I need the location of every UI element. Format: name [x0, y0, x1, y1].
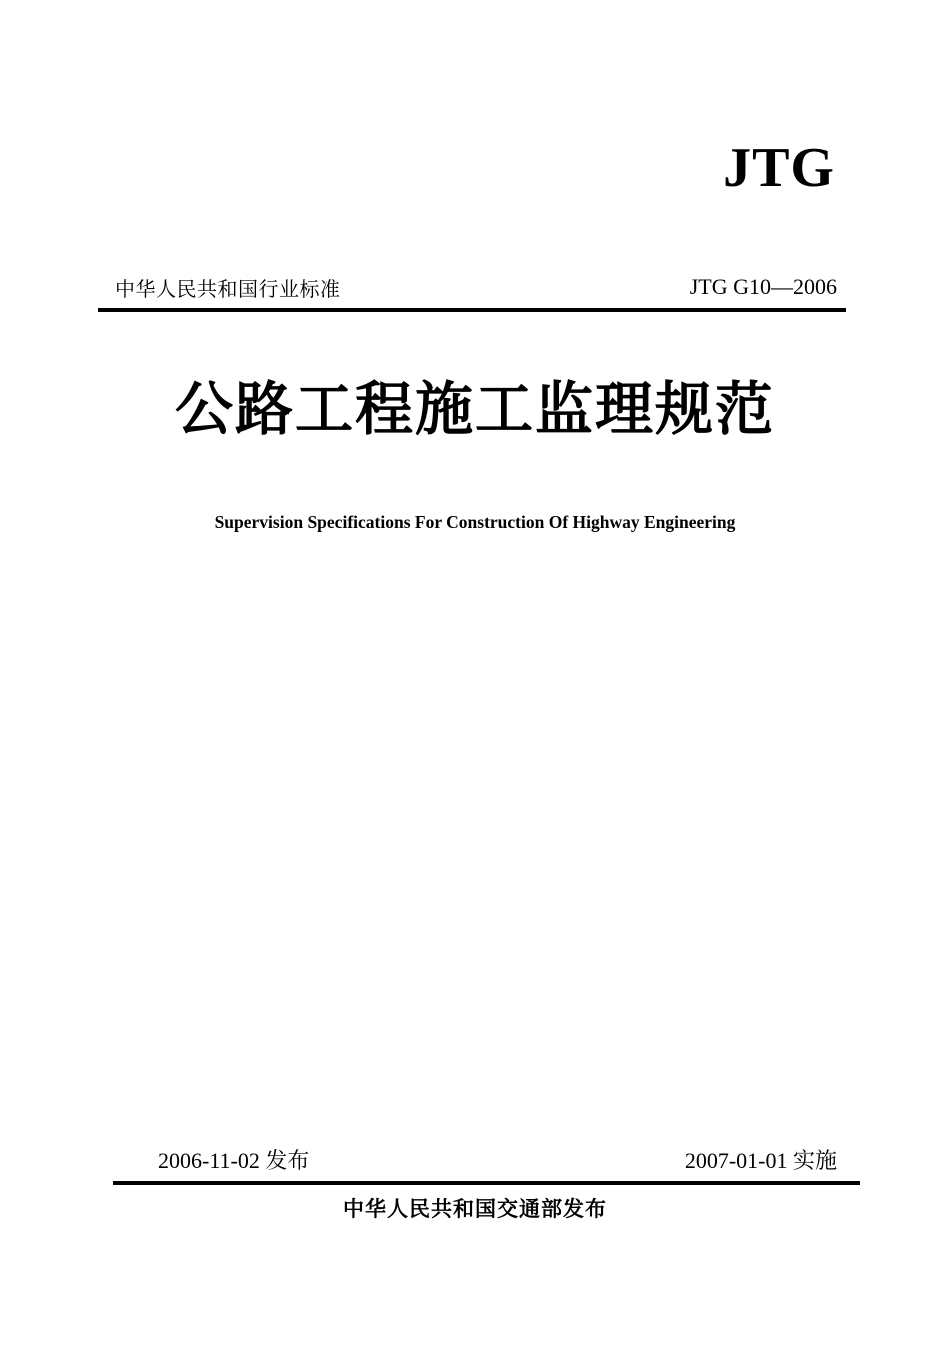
header-row: [115, 272, 837, 302]
document-title-cn: 公路工程施工监理规范: [174, 375, 775, 443]
standard-code: JTG G10—2006: [689, 274, 837, 299]
effective-date: 2007-01-01 实施: [684, 1147, 837, 1173]
date-row: [158, 1144, 837, 1174]
issue-date: 2006-11-02 发布: [158, 1147, 310, 1173]
document-title-en: Supervision Specifications For Construction Of Highway Engineering: [214, 512, 736, 532]
top-divider: [98, 308, 846, 312]
standard-category: 中华人民共和国行业标准: [115, 276, 341, 301]
series-mark: JTG: [723, 137, 835, 199]
bottom-divider: [113, 1181, 860, 1185]
publisher: 中华人民共和国交通部发布: [343, 1197, 607, 1221]
